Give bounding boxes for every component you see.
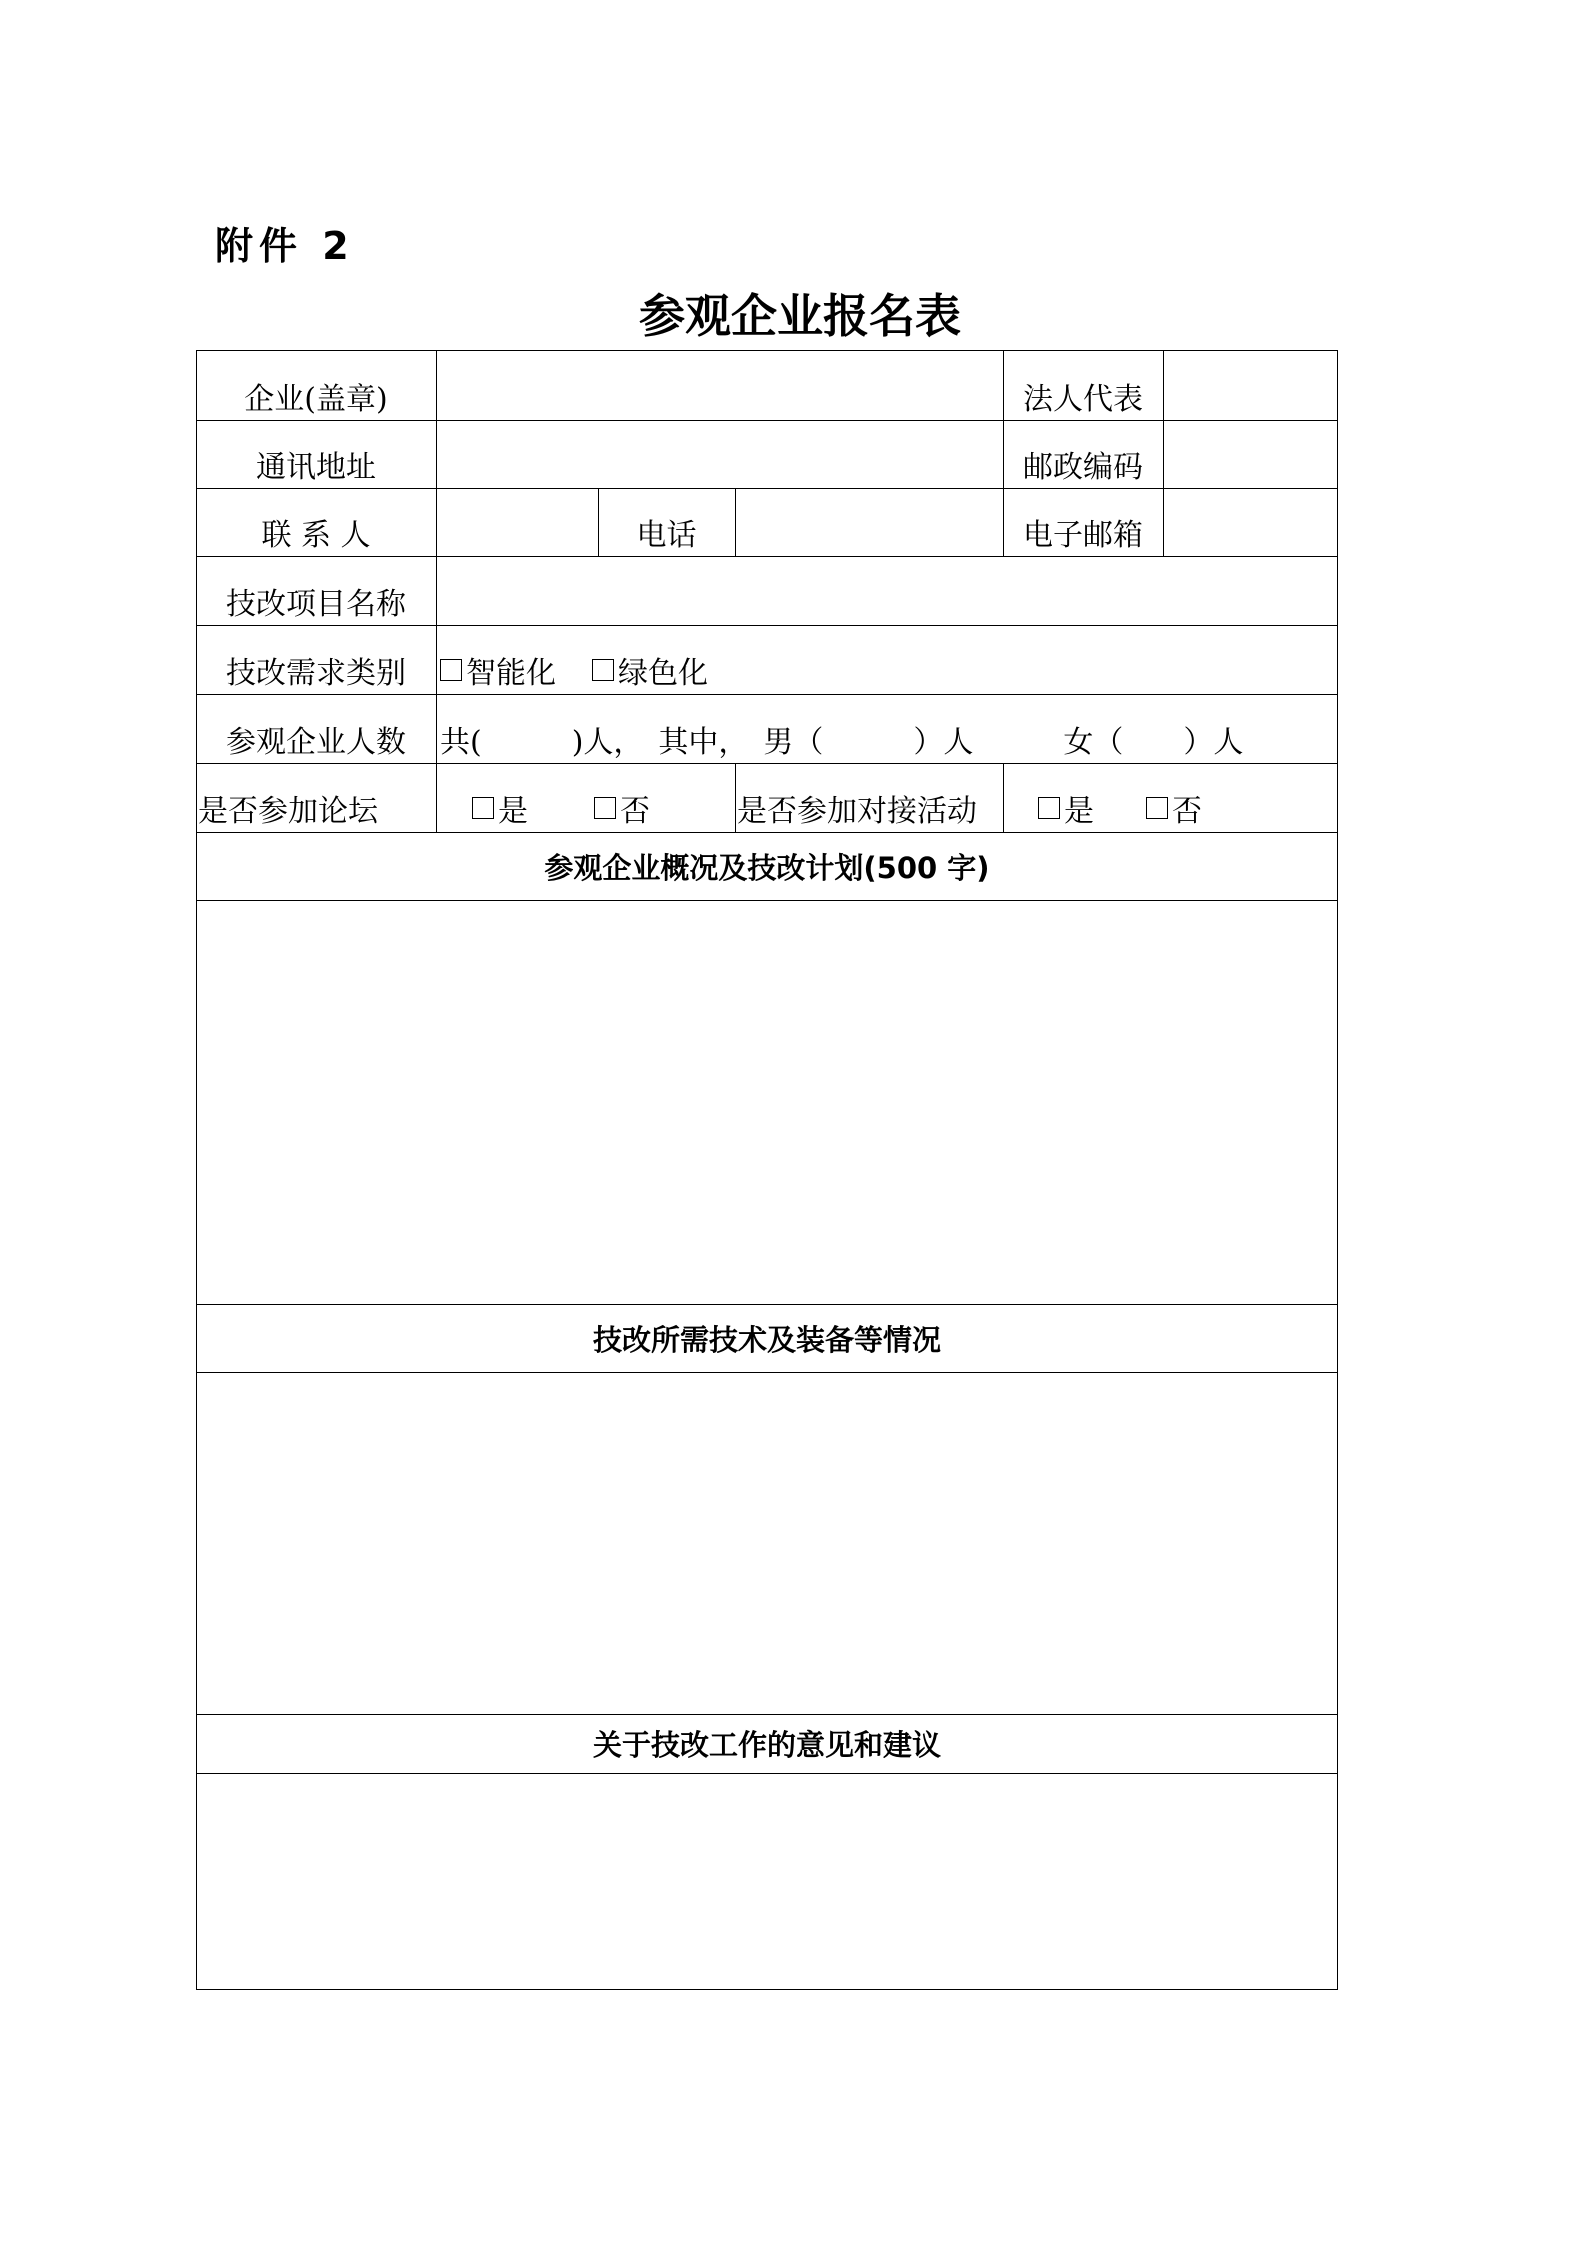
address-label: 通讯地址 — [256, 450, 376, 485]
option-label: 否 — [1172, 793, 1202, 829]
row-divider — [196, 900, 1338, 901]
attachment-label: 附件 2 — [215, 224, 355, 268]
demand-type-label: 技改需求类别 — [226, 655, 406, 691]
overview-section-title: 参观企业概况及技改计划(500 字) — [544, 850, 990, 885]
forum-yes[interactable] — [472, 786, 528, 830]
phone-field[interactable] — [736, 489, 1002, 555]
forum-no[interactable] — [594, 786, 650, 830]
phone-label: 电话 — [636, 518, 697, 553]
legal-rep-label: 法人代表 — [1023, 382, 1143, 417]
visitors-count-text[interactable]: 共( )人， 其中， 男（ ）人 女（ ）人 — [440, 724, 1244, 760]
column-divider — [735, 763, 736, 832]
checkbox-icon[interactable] — [1038, 797, 1060, 819]
checkbox-icon[interactable] — [1146, 797, 1168, 819]
checkbox-icon[interactable] — [592, 659, 614, 681]
postal-code-label: 邮政编码 — [1023, 450, 1143, 485]
option-label: 绿色化 — [618, 655, 708, 691]
matchmaking-no[interactable] — [1146, 786, 1202, 830]
suggestions-field[interactable] — [198, 1775, 1336, 1988]
option-intelligent[interactable] — [440, 648, 556, 692]
address-field[interactable] — [437, 421, 1002, 487]
forum-label: 是否参加论坛 — [198, 793, 378, 829]
tech-needs-section-title: 技改所需技术及装备等情况 — [592, 1322, 941, 1357]
tech-needs-field[interactable] — [198, 1374, 1336, 1712]
company-field[interactable] — [437, 352, 1002, 420]
column-divider — [1003, 763, 1004, 832]
row-divider — [196, 1773, 1338, 1774]
company-label: 企业(盖章) — [244, 382, 388, 417]
option-label: 是 — [1064, 793, 1094, 829]
matchmaking-yes[interactable] — [1038, 786, 1094, 830]
email-label: 电子邮箱 — [1023, 518, 1143, 553]
contact-field[interactable] — [437, 489, 597, 555]
demand-type-options — [440, 635, 840, 704]
project-name-field[interactable] — [437, 557, 1336, 624]
checkbox-icon[interactable] — [594, 797, 616, 819]
project-name-label: 技改项目名称 — [226, 586, 406, 622]
form-title: 参观企业报名表 — [639, 289, 961, 343]
matchmaking-label: 是否参加对接活动 — [737, 793, 977, 829]
legal-rep-field[interactable] — [1164, 352, 1336, 420]
checkbox-icon[interactable] — [472, 797, 494, 819]
checkbox-icon[interactable] — [440, 659, 462, 681]
option-label: 是 — [498, 793, 528, 829]
option-label: 否 — [620, 793, 650, 829]
contact-label: 联 系 人 — [261, 518, 371, 553]
option-green[interactable] — [592, 648, 708, 692]
visitors-label: 参观企业人数 — [226, 724, 406, 760]
overview-field[interactable] — [198, 902, 1336, 1302]
row-divider — [196, 1372, 1338, 1373]
email-field[interactable] — [1164, 489, 1336, 555]
option-label: 智能化 — [466, 655, 556, 691]
suggestions-section-title: 关于技改工作的意见和建议 — [592, 1728, 941, 1762]
postal-code-field[interactable] — [1164, 421, 1336, 487]
